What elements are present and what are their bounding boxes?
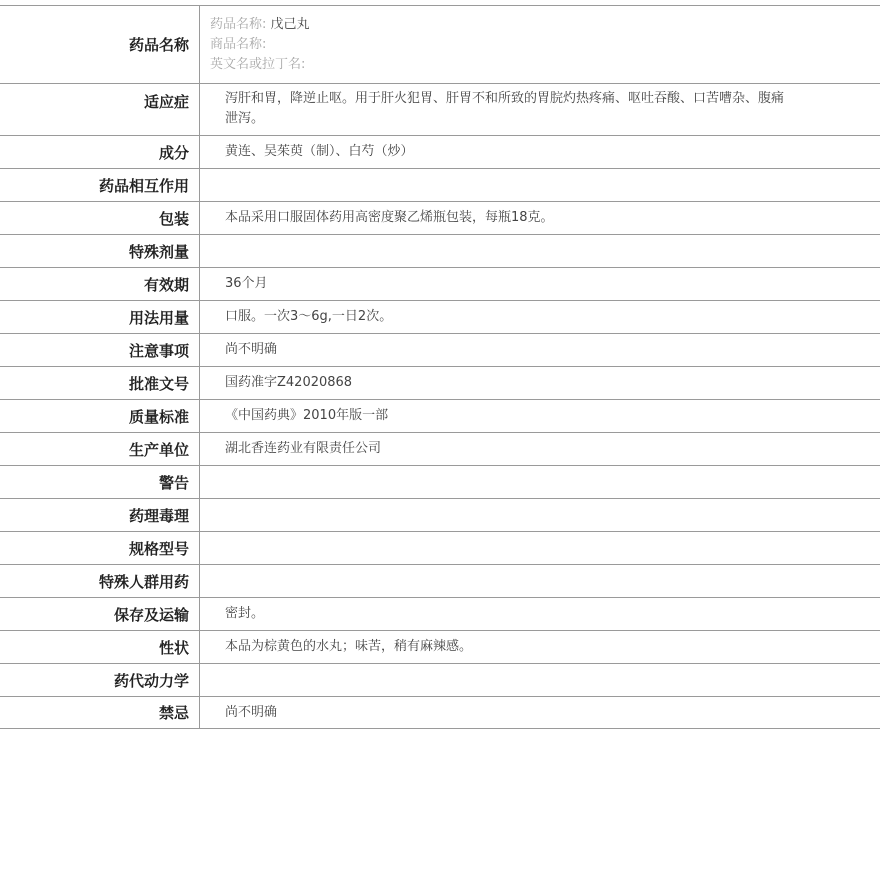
row-label: 生产单位 (0, 433, 200, 465)
row-value: 《中国药典》2010年版一部 (225, 408, 389, 423)
row-warning (0, 465, 880, 498)
english-name-line (210, 55, 870, 75)
row-value (200, 466, 880, 498)
row-label: 禁忌 (0, 697, 200, 728)
row-ingredients (0, 135, 880, 168)
row-label: 成分 (0, 136, 200, 168)
row-special-dosage (0, 234, 880, 267)
row-description (0, 630, 880, 663)
row-drug-interactions (0, 168, 880, 201)
row-value: 尚不明确 (225, 342, 278, 357)
drug-info-table (0, 5, 880, 729)
row-pharmacology (0, 498, 880, 531)
row-specification (0, 531, 880, 564)
row-value: 本品采用口服固体药用高密度聚乙烯瓶包装，每瓶18克。 (225, 210, 554, 225)
row-dosage (0, 300, 880, 333)
row-value: 湖北香连药业有限责任公司 (225, 441, 382, 456)
row-value: 黄连、吴茱萸（制）、白芍（炒） (225, 144, 414, 159)
row-value: 36个月 (225, 276, 268, 291)
row-label: 保存及运输 (0, 598, 200, 630)
row-precautions (0, 333, 880, 366)
row-label: 药代动力学 (0, 664, 200, 696)
row-value (200, 565, 880, 597)
row-indications (0, 83, 880, 135)
row-label: 用法用量 (0, 301, 200, 333)
row-label: 质量标准 (0, 400, 200, 432)
row-value: 口服。一次3～6g,一日2次。 (225, 309, 393, 324)
row-label: 药品相互作用 (0, 169, 200, 201)
row-label: 规格型号 (0, 532, 200, 564)
row-packaging (0, 201, 880, 234)
generic-name-value: 戊己丸 (270, 17, 310, 32)
row-value: 尚不明确 (225, 704, 278, 720)
row-value: 本品为棕黄色的水丸；味苦，稍有麻辣感。 (225, 639, 473, 654)
row-value (200, 532, 880, 564)
row-contraindications (0, 696, 880, 729)
row-drug-name (0, 5, 880, 83)
generic-name-label: 药品名称: (210, 17, 267, 32)
row-value (200, 664, 880, 696)
row-pharmacokinetics (0, 663, 880, 696)
row-quality-standard (0, 399, 880, 432)
row-shelf-life (0, 267, 880, 300)
row-label: 包装 (0, 202, 200, 234)
row-label: 特殊人群用药 (0, 565, 200, 597)
trade-name-label: 商品名称: (210, 37, 267, 52)
row-value: 密封。 (225, 606, 265, 621)
row-approval-number (0, 366, 880, 399)
row-label: 注意事项 (0, 334, 200, 366)
row-special-populations (0, 564, 880, 597)
row-label: 有效期 (0, 268, 200, 300)
row-label: 警告 (0, 466, 200, 498)
row-label: 性状 (0, 631, 200, 663)
drug-name-block (200, 6, 880, 83)
generic-name-line (210, 15, 870, 35)
row-value (200, 169, 880, 201)
row-label: 药品名称 (0, 6, 200, 83)
row-label: 药理毒理 (0, 499, 200, 531)
english-name-label: 英文名或拉丁名: (210, 57, 306, 72)
row-label: 特殊剂量 (0, 235, 200, 267)
row-value: 国药准字Z42020868 (225, 375, 353, 390)
row-value (200, 499, 880, 531)
row-label: 适应症 (0, 84, 200, 135)
trade-name-line (210, 35, 870, 55)
row-manufacturer (0, 432, 880, 465)
row-label: 批准文号 (0, 367, 200, 399)
row-storage (0, 597, 880, 630)
row-value: 泻肝和胃，降逆止呕。用于肝火犯胃、肝胃不和所致的胃脘灼热疼痛、呕吐吞酸、口苦嘈杂、腹痛泄泻。 (225, 91, 785, 126)
row-value (200, 235, 880, 267)
